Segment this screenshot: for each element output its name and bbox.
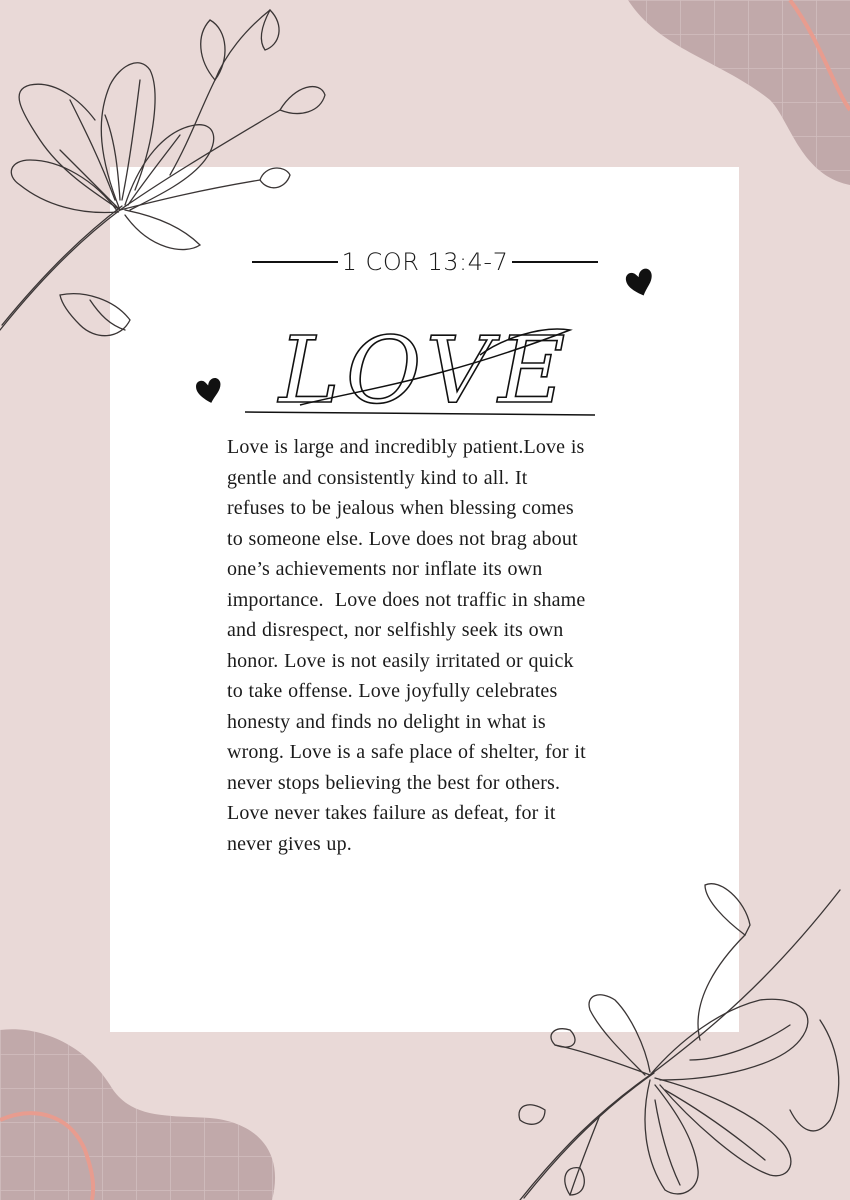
verse-text xyxy=(227,432,667,859)
verse-line: wrong. Love is a safe place of shelter, for it xyxy=(227,741,586,763)
verse-line: Love never takes failure as defeat, for it xyxy=(227,802,556,824)
verse-line: one’s achievements nor inflate its own xyxy=(227,558,543,580)
heart-icon xyxy=(624,266,656,298)
verse-line: to take offense. Love joyfully celebrates xyxy=(227,680,558,702)
verse-line: never gives up. xyxy=(227,832,352,855)
scripture-reference xyxy=(240,247,610,277)
heart-icon xyxy=(194,375,224,405)
verse-line: importance. Love does not traffic in shame xyxy=(227,588,586,611)
reference-text: 1 COR 13:4-7 xyxy=(341,248,509,276)
verse-line: Love is large and incredibly patient.Love is xyxy=(227,436,585,458)
verse-line: never stops believing the best for others. xyxy=(227,771,561,794)
verse-line: and disrespect, nor selfishly seek its own xyxy=(227,619,564,641)
love-title xyxy=(240,310,610,420)
verse-line: refuses to be jealous when blessing comes xyxy=(227,497,574,519)
love-title-text: LOVE xyxy=(278,317,572,420)
verse-line: to someone else. Love does not brag about xyxy=(227,527,578,550)
verse-line: honesty and finds no delight in what is xyxy=(227,710,546,733)
rule-left xyxy=(252,261,338,263)
verse-line: honor. Love is not easily irritated or quick xyxy=(227,649,574,672)
rule-right xyxy=(512,261,598,263)
verse-line: gentle and consistently kind to all. It xyxy=(227,466,528,489)
